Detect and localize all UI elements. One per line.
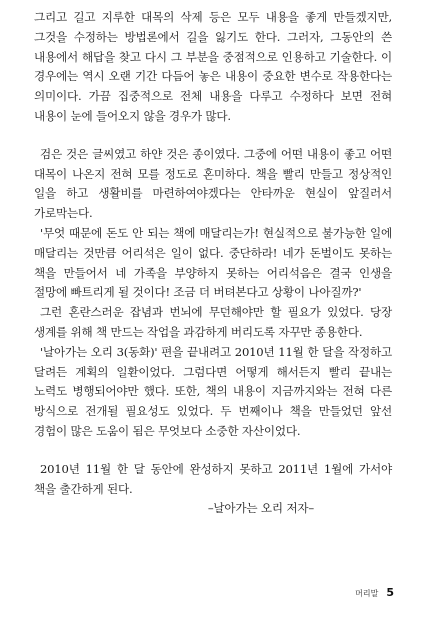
paragraph-gap: [34, 127, 392, 145]
paragraph-4: 그런 혼란스러운 잡념과 번뇌에 무던해야만 할 필요가 있었다. 당장 생계를 위해 책 만드는 작업을 과감하게 버리도록 자꾸만 종용한다.: [34, 305, 392, 339]
preface-body: [34, 8, 392, 519]
paragraph-6: 2010년 11월 한 달 동안에 완성하지 못하고 2011년 1월에 가서야 책을 출간하게 된다.: [34, 461, 392, 496]
page-number: 5: [386, 586, 394, 599]
paragraph-5: '날아가는 오리 3(동화)' 편을 끝내려고 2010년 11월 한 달을 작정하고 달려든 계획의 일환이었다. 그럼다면 어떻게 해서든지 빨리 끝내는 노력도 병행되어야만 했다. 또한, 책의 내용이 지금까지와는 전혀 다른 방식으로 전개될 필요성도 있었다. 두 번째이나 책을 만들었던 앞선 경험이 많은 도움이 됨은 무엇보다 소중한 자산이었다.: [34, 344, 392, 438]
section-label: 머리말: [355, 589, 379, 598]
page-footer: [355, 586, 394, 599]
paragraph-3-quote: '무엇 때문에 돈도 안 되는 책에 매달리는가! 현실적으로 불가능한 일에 매달리는 것만큼 어리석은 일이 없다. 중단하라! 네가 돈벌이도 못하는 책을 만들어서 네 가족을 부양하지 못하는 어리석음은 결국 인생을 절망에 빠트리게 될 것이다! 조금 더 버텨본다고 상황이 나아질까?': [34, 225, 392, 300]
author-signature: –날아가는 오리 저자–: [207, 501, 314, 516]
paragraph-1: 그리고 길고 지루한 대목의 삭제 등은 모두 내용을 좋게 만들겠지만, 그것을 수정하는 방법론에서 길을 잃기도 한다. 그러자, 그동안의 쓴 내용에서 해답을 찾고 다시 그 부분을 중점적으로 인용하고 기술한다. 이 경우에는 역시 오랜 기간 다듬어 놓은 내용이 중요한 변수로 작용한다는 의미이다. 가끔 집중적으로 전체 내용을 다루고 수정하다 보면 전혀 내용이 눈에 들어오지 않을 경우가 많다.: [34, 10, 392, 123]
paragraph-2: 검은 것은 글씨였고 하얀 것은 종이였다. 그중에 어떤 내용이 좋고 어떤 대목이 나온지 전혀 모를 정도로 혼미하다. 책을 빨리 만들고 정상적인 일을 하고 생활비를 마련하여야겠다는 안타까운 현실이 앞질러서 가로막는다.: [34, 146, 392, 221]
paragraph-gap: [34, 442, 392, 460]
